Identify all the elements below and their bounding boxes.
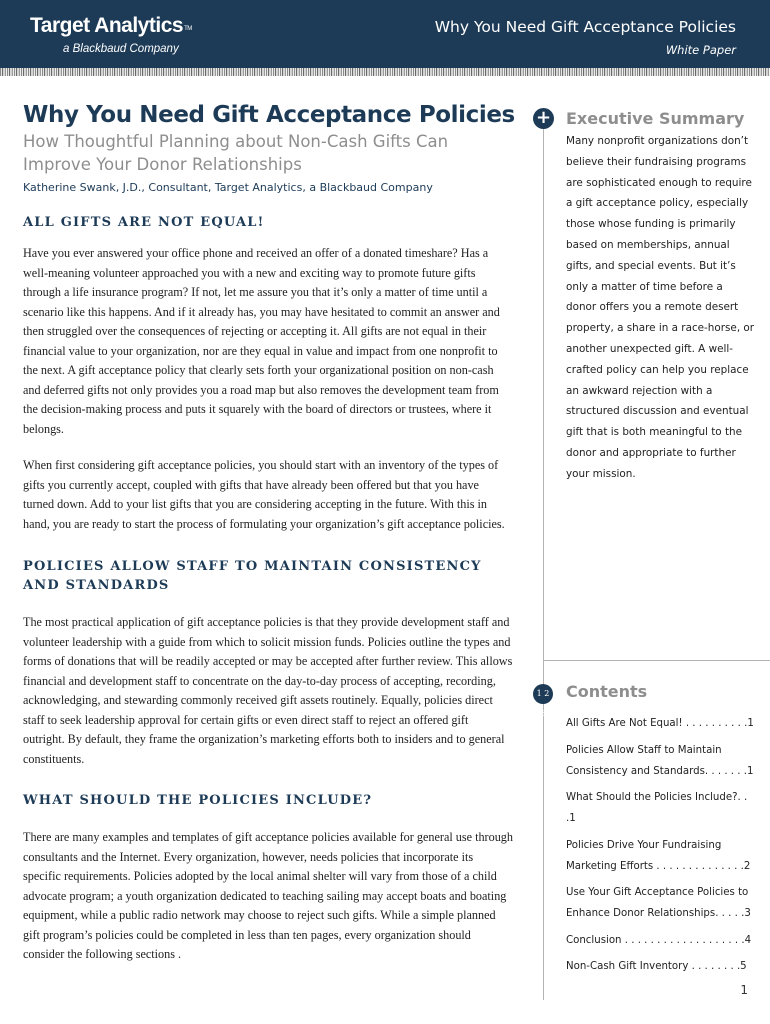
table-of-contents (566, 681, 756, 983)
toc-item-inventory[interactable] (566, 956, 756, 977)
brand-name: Target Analytics (30, 14, 184, 37)
paragraph: There are many examples and templates of gift acceptance policies available for general use through consultants and the Internet. Every organization, however, needs policies that incorporate its specific requirements. Policies adopted by the local animal shelter will vary from those of a child advocate program; a youth organization dedicated to teaching sailing may accept boats and boating equipment, while a public radio network may choose to reject such gifts. While a simple planned gift program’s policies could be completed in less than ten pages, every organization should consider the following sections . (23, 830, 513, 961)
main-column (23, 100, 513, 965)
sidebar-divider (543, 660, 770, 661)
toc-item-policies-consistency[interactable] (566, 740, 756, 782)
subtitle-line-2: Improve Your Donor Relationships (23, 155, 302, 174)
page-number: 1 (740, 983, 748, 997)
toc-item-text: Conclusion . . . . . . . . . . . . . . . . . . .4 (566, 934, 752, 946)
page-header (0, 0, 770, 68)
numbered-list-icon: 1 2 3 (533, 684, 553, 704)
toc-item-policies-include[interactable] (566, 787, 756, 829)
header-doc-type: White Paper (665, 43, 736, 57)
summary-text: Many nonprofit organizations don’t believe their fundraising programs are sophisticated enough to require a gift acceptance policy, especially those whose funding is primarily based on memberships, annual gifts, and special events. But it’s only a matter of time before a donor offers you a remote desert property, a share in a race-horse, or another unexpected gift. A well-crafted policy can help you replace an awkward rejection with a structured discussion and eventual gift that is both meaningful to the donor and appropriate to further your mission. (566, 135, 755, 480)
executive-summary (566, 108, 756, 485)
section-heading-policies-consistency: POLICIES ALLOW STAFF TO MAINTAIN CONSISTENCY AND STANDARDS (23, 559, 482, 593)
toc-item-text: All Gifts Are Not Equal! . . . . . . . . . .1 (566, 718, 754, 729)
section-heading-all-gifts: ALL GIFTS ARE NOT EQUAL! (23, 215, 265, 230)
toc-item-text: What Should the Policies Include?. . .1 (566, 792, 748, 824)
brand-logo (30, 14, 192, 38)
toc-item-text: Use Your Gift Acceptance Policies to (566, 887, 749, 898)
contents-heading: Contents (566, 682, 648, 701)
barcode-strip (0, 68, 770, 76)
toc-item-text: Non-Cash Gift Inventory . . . . . . . .5 (566, 961, 747, 972)
toc-item-all-gifts[interactable] (566, 713, 756, 734)
document-subtitle (23, 130, 513, 176)
toc-item-marketing[interactable] (566, 835, 756, 877)
toc-item-text: Policies Allow Staff to Maintain (566, 744, 722, 756)
trademark-mark: TM (184, 26, 192, 32)
summary-heading: Executive Summary (566, 109, 745, 128)
document-author: Katherine Swank, J.D., Consultant, Target Analytics, a Blackbaud Company (23, 181, 433, 194)
toc-item-text: Enhance Donor Relationships. . . . .3 (566, 908, 751, 919)
toc-item-text: Marketing Efforts . . . . . . . . . . . . . .2 (566, 860, 751, 872)
toc-list (566, 713, 756, 977)
plus-icon: + (533, 108, 554, 129)
section-heading-policies-include: WHAT SHOULD THE POLICIES INCLUDE? (23, 793, 373, 808)
paragraph: When first considering gift acceptance policies, you should start with an inventory of the types of gifts you currently accept, coupled with gifts that have already been offered but that you have turned down. Add to your list gifts that you are considering accepting in the future. With this in hand, you are ready to start the process of formulating your organization’s gift acceptance policies. (23, 458, 505, 531)
header-title: Why You Need Gift Acceptance Policies (434, 18, 736, 36)
brand-subtitle: a Blackbaud Company (63, 43, 179, 55)
subtitle-line-1: How Thoughtful Planning about Non-Cash Gifts Can (23, 132, 449, 151)
paragraph: The most practical application of gift acceptance policies is that they provide development staff and volunteer leadership with a guide from which to solicit mission funds. Policies outline the types and forms of donations that will be readily accepted or may be accepted after further review. This allows financial and development staff to concentrate on the day-to-day process of accepting, recording, acknowledging, and stewarding commonly received gift assets routinely. Equally, policies direct staff to seek leadership approval for certain gifts or even direct staff to reject an offered gift outright. By default, they frame the organization’s marketing efforts both to insiders and to general constituents. (23, 615, 513, 766)
column-divider (543, 118, 544, 1000)
toc-item-donor-relationships[interactable] (566, 882, 756, 924)
toc-item-text: Policies Drive Your Fundraising (566, 839, 722, 851)
toc-item-text: Consistency and Standards. . . . . . .1 (566, 765, 754, 777)
document-title: Why You Need Gift Acceptance Policies (23, 102, 515, 128)
paragraph: Have you ever answered your office phone and received an offer of a donated timeshare? Has a well-meaning volunteer approached you with a new and exciting way to promote future gifts through a life insurance program? If not, let me assure you that it’s only a matter of time until a scenario like this happens. And if it already has, you may have hesitated to commit an answer and then struggled over the consequences of rejecting or accepting it. All gifts are not equal in their financial value to your organization, nor are they equal in value and impact from one nonprofit to the next. A gift acceptance policy that clearly sets forth your organizational position on non-cash and deferred gifts not only provides you a road map but also removes the development team from the decision-making process and puts it squarely with the board of directors or trustees, where it belongs. (23, 246, 500, 436)
toc-item-conclusion[interactable] (566, 930, 756, 951)
